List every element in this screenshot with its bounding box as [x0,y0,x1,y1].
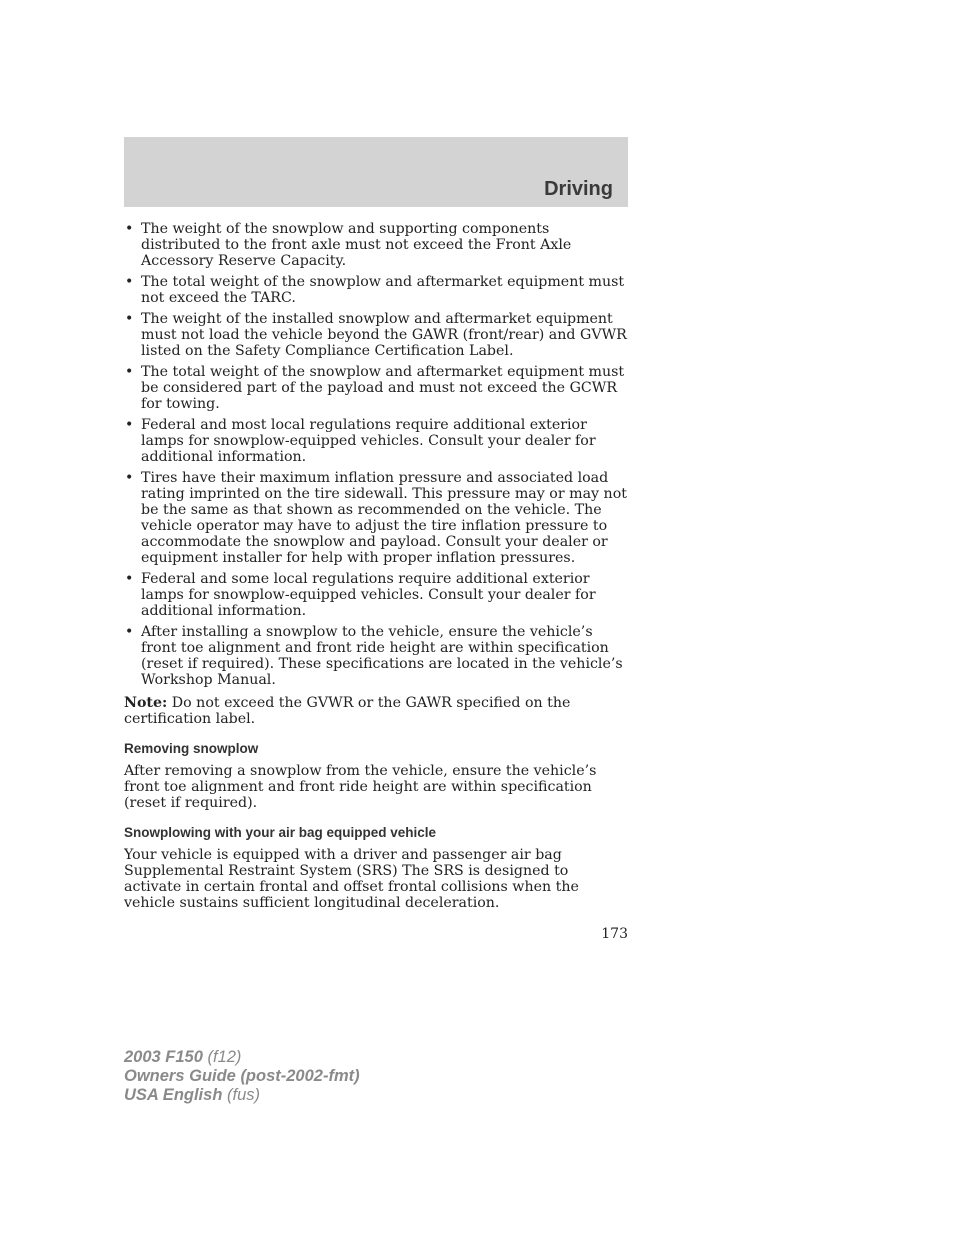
footer-line-model: 2003 F150 (f12) [124,1048,242,1066]
list-item [124,624,629,688]
removing-snowplow-text: After removing a snowplow from the vehicle, ensure the vehicle’s front toe alignment and front ride height are within specification (reset if required). [124,763,597,811]
list-item-text: Federal and most local regulations require additional exterior lamps for snowplow-equipped vehicles. Consult your dealer for additional information. [141,417,596,465]
list-item [124,274,629,306]
air-bag-snowplowing-text: Your vehicle is equipped with a driver and passenger air bag Supplemental Restraint System (SRS) The SRS is designed to activate in certain frontal and offset frontal collisions when the vehicle sustains sufficient longitudinal deceleration. [124,847,579,911]
list-item [124,364,629,412]
list-item-text: Federal and some local regulations require additional exterior lamps for snowplow-equipped vehicles. Consult your dealer for additional information. [141,571,596,619]
list-item [124,221,629,269]
list-item [124,417,629,465]
list-item [124,311,629,359]
section-header-band [124,137,628,207]
heading-removing-snowplow: Removing snowplow [124,741,259,756]
section-title: Driving [544,178,613,200]
list-item-text: The total weight of the snowplow and aftermarket equipment must not exceed the TARC. [141,274,625,306]
list-item-text: After installing a snowplow to the vehicle, ensure the vehicle’s front toe alignment and front ride height are within specification (reset if required). These specifications are located in the vehicle’s Workshop Manual. [141,624,623,688]
bullet-icon: • [125,364,134,380]
requirements-list [124,221,629,688]
note-paragraph [124,695,629,727]
bullet-icon: • [125,274,134,290]
bullet-icon: • [125,417,134,433]
bullet-icon: • [125,470,134,486]
page-number: 173 [601,926,628,942]
footer-line-guide: Owners Guide (post-2002-fmt) [124,1067,360,1085]
bullet-icon: • [125,571,134,587]
page-content [124,221,629,911]
list-item-text: Tires have their maximum inflation pressure and associated load rating imprinted on the tire sidewall. This pressure may or may not be the same as that shown as recommended on the vehicle. The vehicle operator may have to adjust the tire inflation pressure to accommodate the snowplow and payload. Consult your dealer or equipment installer for help with proper inflation pressures. [141,470,627,566]
list-item-text: The total weight of the snowplow and aftermarket equipment must be considered part of the payload and must not exceed the GCWR for towing. [141,364,625,412]
note-text: Do not exceed the GVWR or the GAWR specified on the certification label. [124,695,571,727]
bullet-icon: • [125,624,134,640]
list-item-text: The weight of the snowplow and supporting components distributed to the front axle must not exceed the Front Axle Accessory Reserve Capacity. [141,221,572,269]
bullet-icon: • [125,221,134,237]
bullet-icon: • [125,311,134,327]
document-footer [124,1048,360,1105]
list-item [124,470,629,566]
list-item-text: The weight of the installed snowplow and aftermarket equipment must not load the vehicle beyond the GAWR (front/rear) and GVWR listed on the Safety Compliance Certification Label. [141,311,627,359]
footer-line-language: USA English (fus) [124,1086,260,1104]
heading-air-bag-snowplowing: Snowplowing with your air bag equipped vehicle [124,825,437,840]
list-item [124,571,629,619]
note-label: Note: [124,695,168,711]
